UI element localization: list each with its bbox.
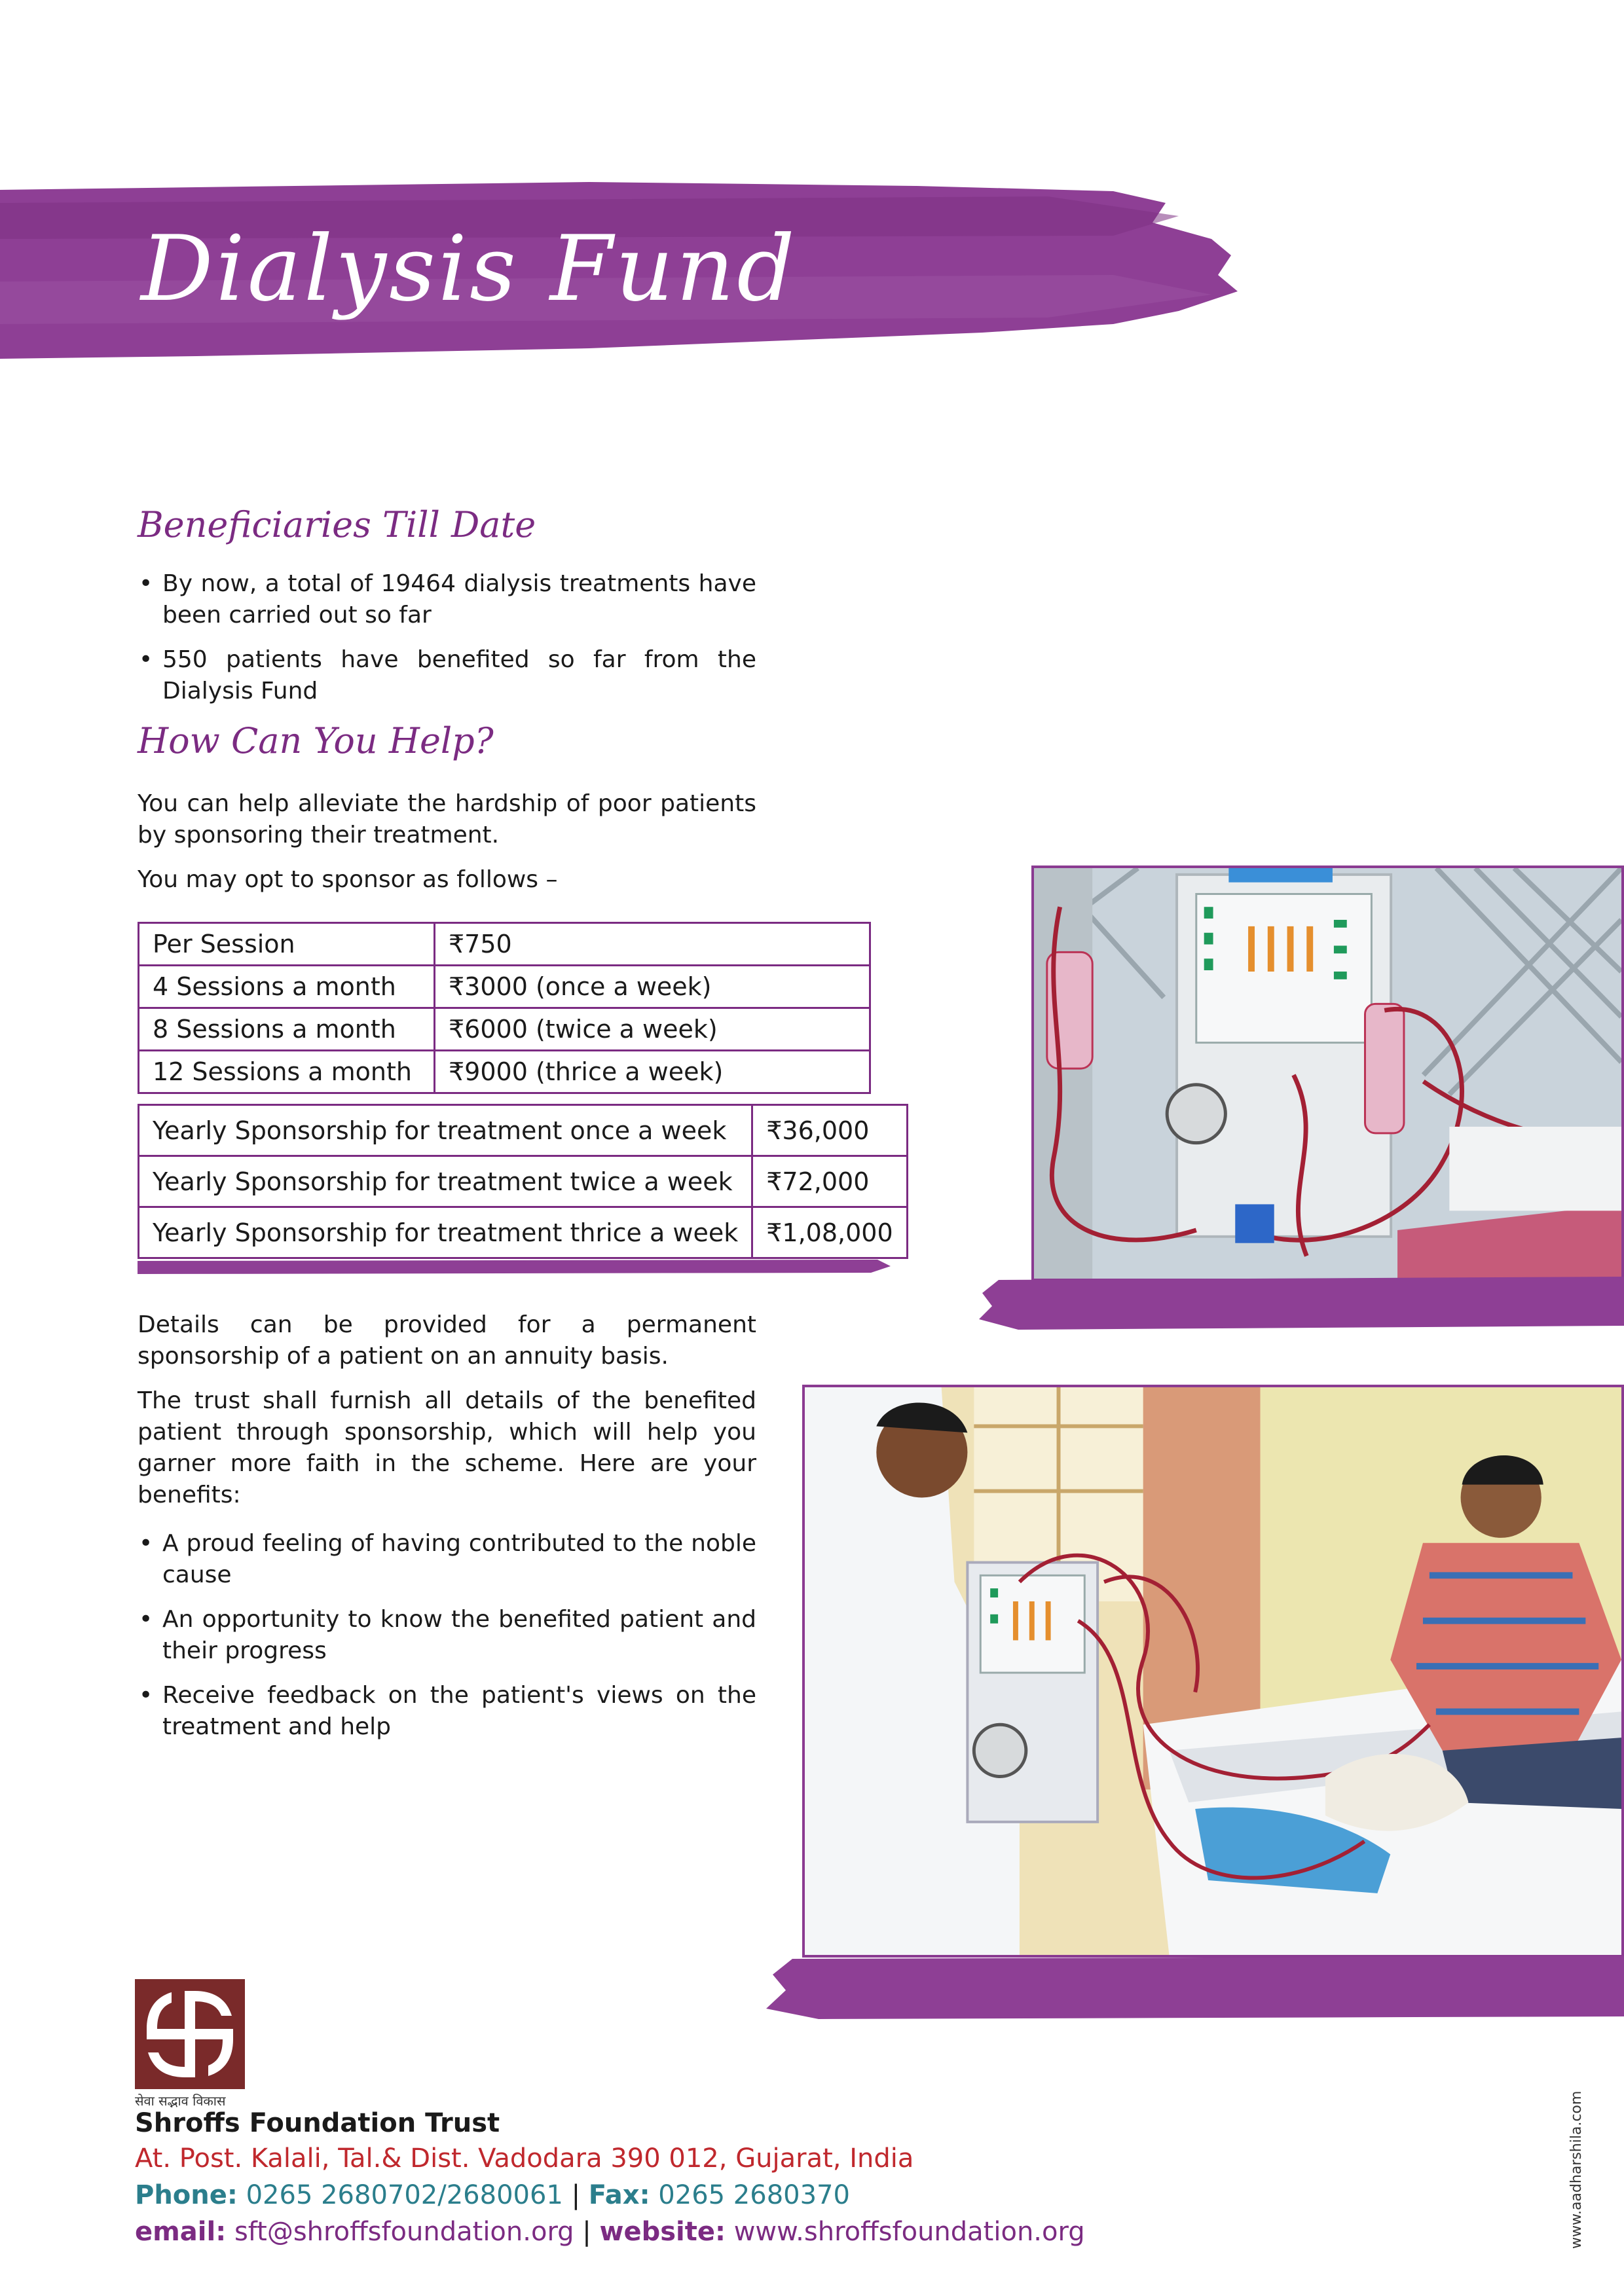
table-row bbox=[139, 923, 870, 966]
table-row bbox=[139, 966, 870, 1008]
table-cell: 12 Sessions a month bbox=[139, 1051, 435, 1093]
table-row bbox=[139, 1051, 870, 1093]
beneficiaries-list bbox=[138, 568, 756, 720]
beneficiaries-heading: Beneficiaries Till Date bbox=[138, 504, 536, 545]
table-row bbox=[139, 1207, 908, 1258]
org-name: Shroffs Foundation Trust bbox=[135, 2108, 500, 2138]
phone-label: Phone: bbox=[135, 2180, 238, 2210]
table-row bbox=[139, 1156, 908, 1207]
dialysis-machine-photo bbox=[1031, 866, 1624, 1281]
table-cell: ₹36,000 bbox=[752, 1105, 907, 1156]
table-cell: ₹3000 (once a week) bbox=[435, 966, 870, 1008]
help-heading: How Can You Help? bbox=[138, 720, 494, 761]
help-intro: You can help alleviate the hardship of poor patients by sponsoring their treatment. bbox=[138, 790, 756, 848]
yearly-table bbox=[138, 1104, 908, 1259]
logo-caption: सेवा सद्भाव विकास bbox=[135, 2093, 226, 2109]
shroffs-logo bbox=[135, 1979, 245, 2089]
table-cell: 8 Sessions a month bbox=[139, 1008, 435, 1051]
fax-value: 0265 2680370 bbox=[658, 2180, 850, 2210]
list-item: • Receive feedback on the patient's views on the treatment and help bbox=[138, 1680, 756, 1743]
fax-label: Fax: bbox=[588, 2180, 650, 2210]
side-credit: www.aadharshila.com bbox=[1568, 2090, 1585, 2249]
phone-fax-line: Phone: 0265 2680702/2680061 | Fax: 0265 2680370 bbox=[135, 2180, 850, 2210]
table-cell: Yearly Sponsorship for treatment thrice a week bbox=[139, 1207, 752, 1258]
page-title: Dialysis Fund bbox=[141, 216, 798, 321]
photo-brush-stroke bbox=[979, 1273, 1624, 1332]
table-row bbox=[139, 1008, 870, 1051]
table-row bbox=[139, 1105, 908, 1156]
email-label: email: bbox=[135, 2217, 227, 2247]
doctor-patient-photo bbox=[802, 1385, 1624, 1958]
photo-brush-stroke bbox=[766, 1951, 1624, 2023]
phone-value: 0265 2680702/2680061 bbox=[246, 2180, 563, 2210]
list-item: • 550 patients have benefited so far from the Dialysis Fund bbox=[138, 644, 756, 707]
table-cell: ₹1,08,000 bbox=[752, 1207, 907, 1258]
trust-text: The trust shall furnish all details of the benefited patient through sponsorship, which will help you garner more faith in the scheme. Here are your benefits: bbox=[138, 1387, 756, 1508]
list-item: • By now, a total of 19464 dialysis treatments have been carried out so far bbox=[138, 568, 756, 631]
list-item: • An opportunity to know the benefited patient and their progress bbox=[138, 1604, 756, 1667]
table-cell: ₹72,000 bbox=[752, 1156, 907, 1207]
list-item: • A proud feeling of having contributed to the noble cause bbox=[138, 1528, 756, 1591]
website-link[interactable]: www.shroffsfoundation.org bbox=[733, 2217, 1085, 2247]
benefits-list bbox=[138, 1528, 756, 1756]
table-cell: 4 Sessions a month bbox=[139, 966, 435, 1008]
address: At. Post. Kalali, Tal.& Dist. Vadodara 390 012, Gujarat, India bbox=[135, 2143, 914, 2174]
table-cell: Yearly Sponsorship for treatment once a week bbox=[139, 1105, 752, 1156]
table-cell: Yearly Sponsorship for treatment twice a week bbox=[139, 1156, 752, 1207]
table-cell: ₹9000 (thrice a week) bbox=[435, 1051, 870, 1093]
details-text: Details can be provided for a permanent sponsorship of a patient on an annuity basis. bbox=[138, 1311, 756, 1370]
email-website-line: email: sft@shroffsfoundation.org | website: www.shroffsfoundation.org bbox=[135, 2217, 1085, 2247]
sessions-table bbox=[138, 922, 871, 1094]
table-cell: ₹6000 (twice a week) bbox=[435, 1008, 870, 1051]
help-opt: You may opt to sponsor as follows – bbox=[138, 866, 558, 893]
table-brush-underline bbox=[138, 1257, 891, 1277]
table-cell: ₹750 bbox=[435, 923, 870, 966]
email-link[interactable]: sft@shroffsfoundation.org bbox=[234, 2217, 574, 2247]
website-label: website: bbox=[599, 2217, 726, 2247]
table-cell: Per Session bbox=[139, 923, 435, 966]
